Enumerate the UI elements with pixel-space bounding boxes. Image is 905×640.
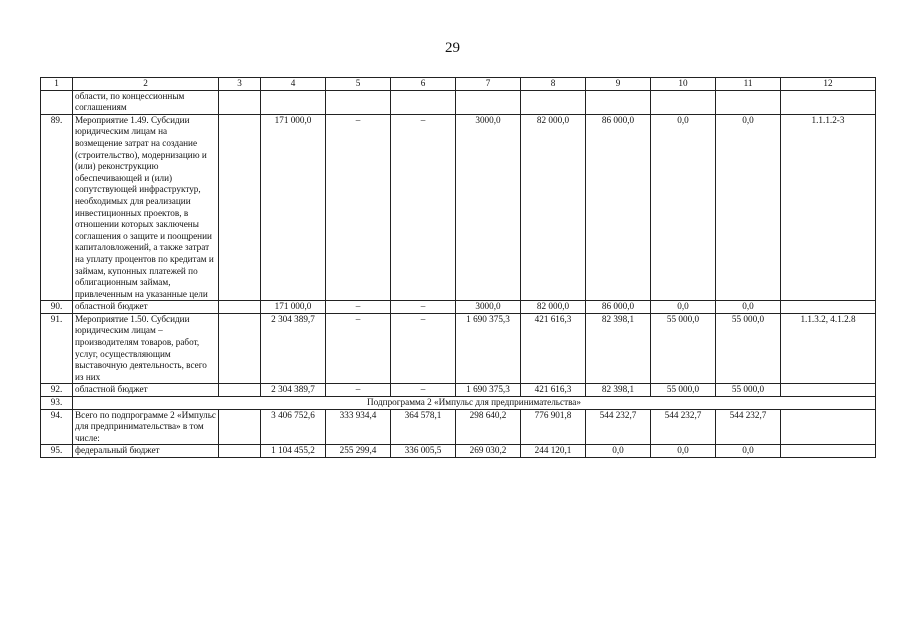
cell-col3	[219, 114, 261, 301]
row-name: Мероприятие 1.50. Субсидии юридическим лицам – производителям товаров, работ, услуг, осуществляющим выставочную деятельность, всего из них	[73, 313, 219, 384]
cell-col5: –	[326, 313, 391, 384]
row-number: 91.	[41, 313, 73, 384]
cell-col5: –	[326, 301, 391, 314]
cell-col9: 86 000,0	[586, 301, 651, 314]
header-cell: 5	[326, 78, 391, 91]
cell-col6: –	[391, 114, 456, 301]
cell-col3	[219, 409, 261, 445]
cell-col5	[326, 90, 391, 114]
table-row	[41, 313, 876, 384]
cell-col8: 776 901,8	[521, 409, 586, 445]
cell-col3	[219, 90, 261, 114]
cell-col10: 0,0	[651, 301, 716, 314]
table-row	[41, 409, 876, 445]
header-cell: 2	[73, 78, 219, 91]
cell-col12	[781, 445, 876, 458]
cell-col5: –	[326, 114, 391, 301]
cell-col4: 3 406 752,6	[261, 409, 326, 445]
cell-col11: 0,0	[716, 114, 781, 301]
cell-col7: 269 030,2	[456, 445, 521, 458]
row-name: федеральный бюджет	[73, 445, 219, 458]
cell-col4	[261, 90, 326, 114]
cell-col3	[219, 301, 261, 314]
cell-col11: 0,0	[716, 301, 781, 314]
cell-col11: 55 000,0	[716, 384, 781, 397]
cell-col10: 544 232,7	[651, 409, 716, 445]
cell-col5: 255 299,4	[326, 445, 391, 458]
cell-col8: 82 000,0	[521, 301, 586, 314]
cell-col4: 2 304 389,7	[261, 384, 326, 397]
cell-col10: 0,0	[651, 445, 716, 458]
table-row	[41, 114, 876, 301]
cell-col6: 364 578,1	[391, 409, 456, 445]
cell-col6: –	[391, 313, 456, 384]
cell-col10: 55 000,0	[651, 384, 716, 397]
cell-col7: 1 690 375,3	[456, 384, 521, 397]
row-number: 92.	[41, 384, 73, 397]
cell-col4: 1 104 455,2	[261, 445, 326, 458]
cell-col12	[781, 409, 876, 445]
row-number: 90.	[41, 301, 73, 314]
cell-col7: 3000,0	[456, 301, 521, 314]
cell-col9: 82 398,1	[586, 384, 651, 397]
header-cell: 3	[219, 78, 261, 91]
cell-col11: 0,0	[716, 445, 781, 458]
row-name: Всего по подпрограмме 2 «Импульс для предпринимательства» в том числе:	[73, 409, 219, 445]
cell-col8: 421 616,3	[521, 384, 586, 397]
header-cell: 4	[261, 78, 326, 91]
table-row	[41, 384, 876, 397]
cell-col9	[586, 90, 651, 114]
cell-col7: 3000,0	[456, 114, 521, 301]
section-row	[41, 397, 876, 410]
cell-col6: 336 005,5	[391, 445, 456, 458]
cell-col3	[219, 445, 261, 458]
cell-col10: 55 000,0	[651, 313, 716, 384]
cell-col4: 171 000,0	[261, 114, 326, 301]
header-cell: 1	[41, 78, 73, 91]
row-name: областной бюджет	[73, 301, 219, 314]
program-table	[40, 77, 876, 458]
cell-col3	[219, 384, 261, 397]
row-name: Мероприятие 1.49. Субсидии юридическим лицам на возмещение затрат на создание (строительство), модернизацию и (или) реконструкцию обеспечивающей и (или) сопутствующей инфраструктур, необходимых для реализации инвестиционных проектов, в отношении которых заключены соглашения о защите и поощрении капиталовложений, а также затрат на уплату процентов по кредитам и займам, купонных платежей по облигационным займам, привлеченным на указанные цели	[73, 114, 219, 301]
page-number: 29	[445, 40, 460, 56]
cell-col11: 55 000,0	[716, 313, 781, 384]
cell-col8: 244 120,1	[521, 445, 586, 458]
cell-col9: 86 000,0	[586, 114, 651, 301]
row-number: 94.	[41, 409, 73, 445]
cell-col9: 0,0	[586, 445, 651, 458]
table-row	[41, 301, 876, 314]
column-number-row	[41, 78, 876, 91]
header-cell: 7	[456, 78, 521, 91]
cell-col9: 82 398,1	[586, 313, 651, 384]
row-name: областной бюджет	[73, 384, 219, 397]
cell-col10: 0,0	[651, 114, 716, 301]
cell-col6: –	[391, 301, 456, 314]
cell-col12	[781, 90, 876, 114]
cell-col10	[651, 90, 716, 114]
cell-col4: 2 304 389,7	[261, 313, 326, 384]
cell-col9: 544 232,7	[586, 409, 651, 445]
cell-col8: 82 000,0	[521, 114, 586, 301]
cell-col3	[219, 313, 261, 384]
cell-col6: –	[391, 384, 456, 397]
cell-col4: 171 000,0	[261, 301, 326, 314]
cell-col12: 1.1.1.2-3	[781, 114, 876, 301]
cell-col5: –	[326, 384, 391, 397]
header-cell: 8	[521, 78, 586, 91]
row-number: 93.	[41, 397, 73, 410]
cell-col7: 298 640,2	[456, 409, 521, 445]
row-name: области, по концессионным соглашениям	[73, 90, 219, 114]
row-number: 95.	[41, 445, 73, 458]
table-row	[41, 445, 876, 458]
header-cell: 6	[391, 78, 456, 91]
header-cell: 12	[781, 78, 876, 91]
cell-col12	[781, 301, 876, 314]
table-row	[41, 90, 876, 114]
header-cell: 10	[651, 78, 716, 91]
header-cell: 9	[586, 78, 651, 91]
header-cell: 11	[716, 78, 781, 91]
row-number: 89.	[41, 114, 73, 301]
cell-col11	[716, 90, 781, 114]
cell-col6	[391, 90, 456, 114]
cell-col7: 1 690 375,3	[456, 313, 521, 384]
cell-col7	[456, 90, 521, 114]
cell-col8: 421 616,3	[521, 313, 586, 384]
cell-col5: 333 934,4	[326, 409, 391, 445]
cell-col11: 544 232,7	[716, 409, 781, 445]
cell-col12	[781, 384, 876, 397]
cell-col12: 1.1.3.2, 4.1.2.8	[781, 313, 876, 384]
cell-col8	[521, 90, 586, 114]
subprogram-title: Подпрограмма 2 «Импульс для предпринимательства»	[73, 397, 876, 410]
row-number	[41, 90, 73, 114]
